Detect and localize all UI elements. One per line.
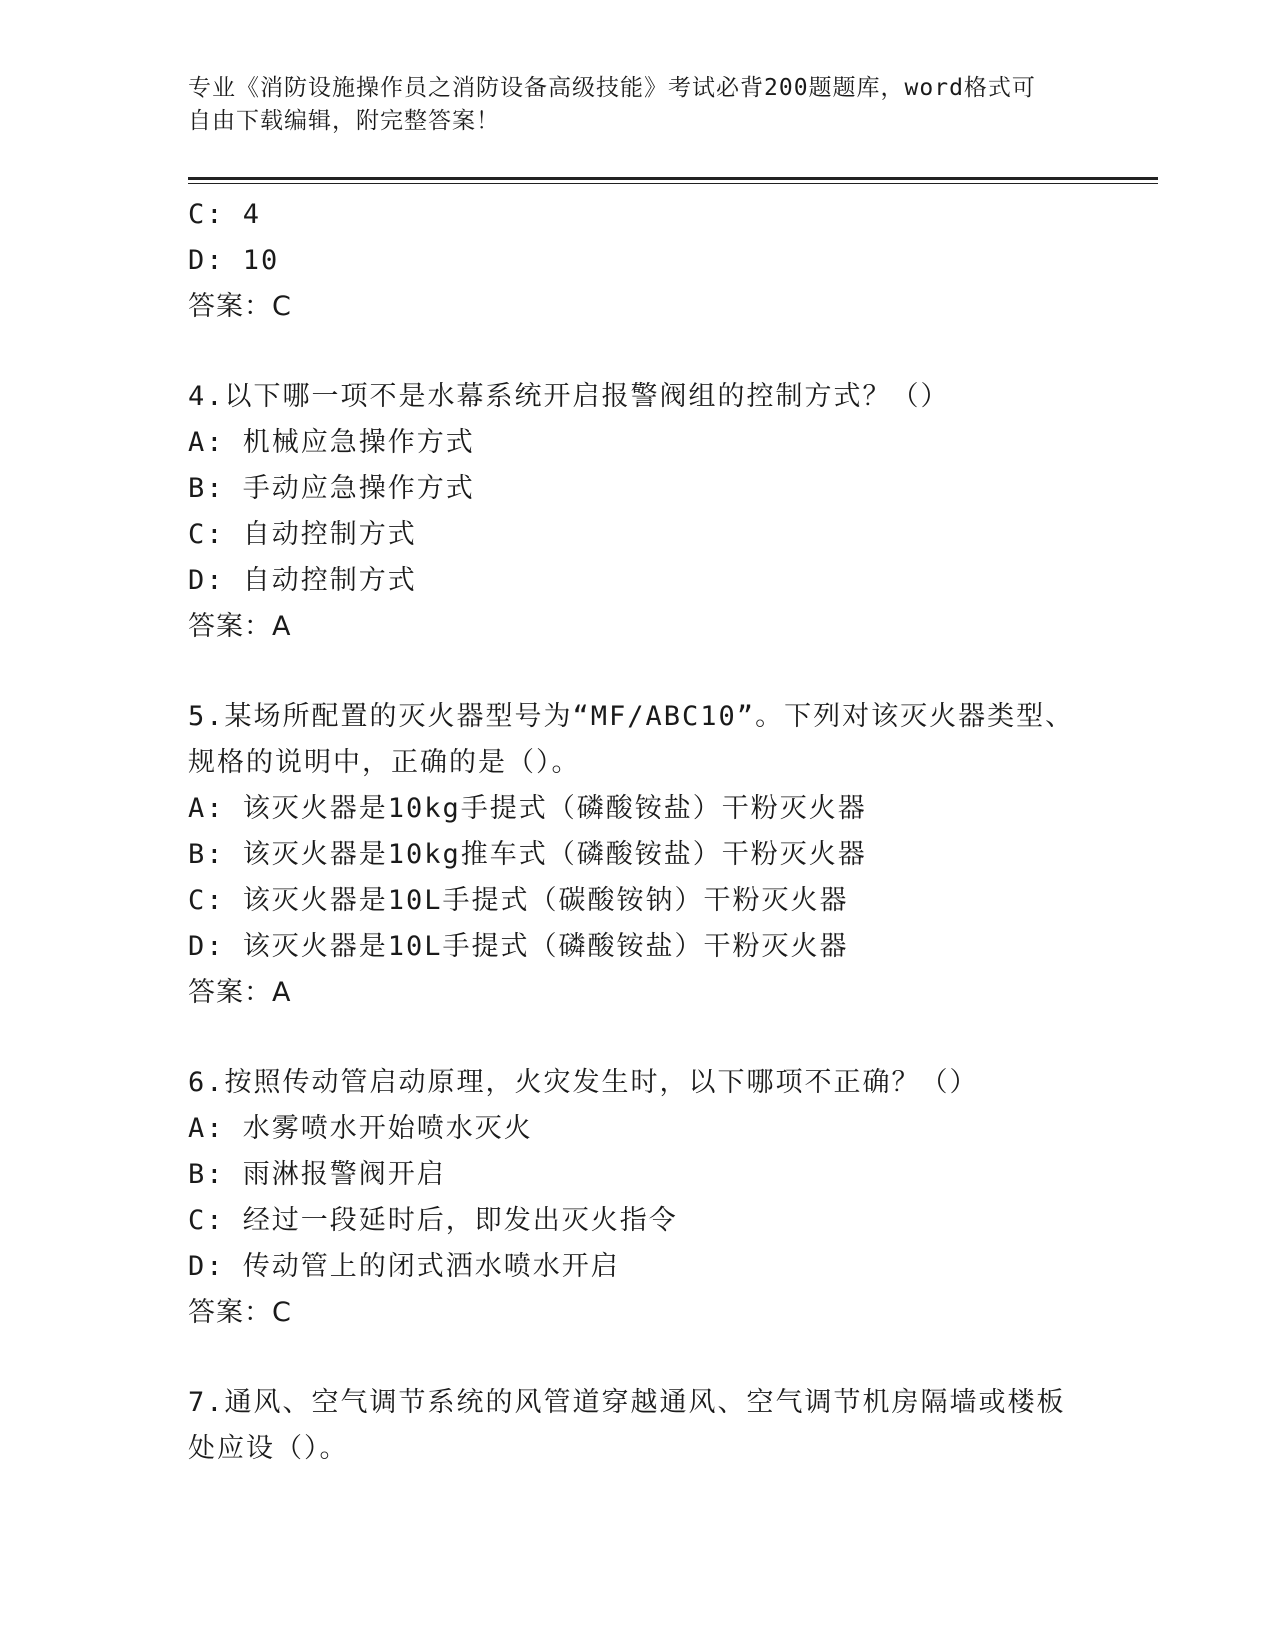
header-line-1: 专业《消防设施操作员之消防设备高级技能》考试必背200题题库，word格式可	[188, 75, 1036, 101]
question-text: 4.以下哪一项不是水幕系统开启报警阀组的控制方式？（）	[188, 381, 950, 412]
option-a: A: 机械应急操作方式	[188, 427, 475, 458]
option-b: B: 手动应急操作方式	[188, 473, 475, 504]
header-divider-thick	[188, 177, 1158, 180]
option-b: B: 该灭火器是10kg推车式（磷酸铵盐）干粉灭火器	[188, 839, 867, 870]
option-c: C: 4	[188, 199, 262, 230]
question-7	[188, 1380, 1088, 1472]
question-4	[188, 374, 1088, 650]
option-a: A: 该灭火器是10kg手提式（磷酸铵盐）干粉灭火器	[188, 793, 867, 824]
question-text: 6.按照传动管启动原理，火灾发生时，以下哪项不正确？（）	[188, 1067, 979, 1098]
header-line-2: 自由下载编辑，附完整答案！	[188, 108, 500, 134]
option-d: D: 自动控制方式	[188, 565, 417, 596]
option-c: C: 自动控制方式	[188, 519, 417, 550]
question-text-line-1: 5.某场所配置的灭火器型号为“MF/ABC10”。下列对该灭火器类型、	[188, 701, 1075, 732]
option-a: A: 水雾喷水开始喷水灭火	[188, 1113, 533, 1144]
answer: 答案：A	[188, 977, 292, 1008]
question-6	[188, 1060, 1088, 1336]
document-header	[188, 72, 1088, 138]
answer: 答案：C	[188, 1297, 292, 1328]
answer: 答案：C	[188, 291, 292, 322]
document-body	[188, 192, 1088, 1472]
question-5	[188, 694, 1088, 1016]
option-b: B: 雨淋报警阀开启	[188, 1159, 446, 1190]
question-text-line-1: 7.通风、空气调节系统的风管道穿越通风、空气调节机房隔墙或楼板	[188, 1387, 1066, 1418]
option-c: C: 经过一段延时后，即发出灭火指令	[188, 1205, 678, 1236]
option-d: D: 10	[188, 245, 280, 276]
option-d: D: 该灭火器是10L手提式（磷酸铵盐）干粉灭火器	[188, 931, 849, 962]
header-divider-thin	[188, 183, 1158, 184]
question-text-line-2: 规格的说明中，正确的是（）。	[188, 747, 581, 778]
option-c: C: 该灭火器是10L手提式（碳酸铵钠）干粉灭火器	[188, 885, 849, 916]
question-text-line-2: 处应设（）。	[188, 1433, 349, 1464]
question-3-continued	[188, 192, 1088, 330]
option-d: D: 传动管上的闭式洒水喷水开启	[188, 1251, 620, 1282]
answer: 答案：A	[188, 611, 292, 642]
